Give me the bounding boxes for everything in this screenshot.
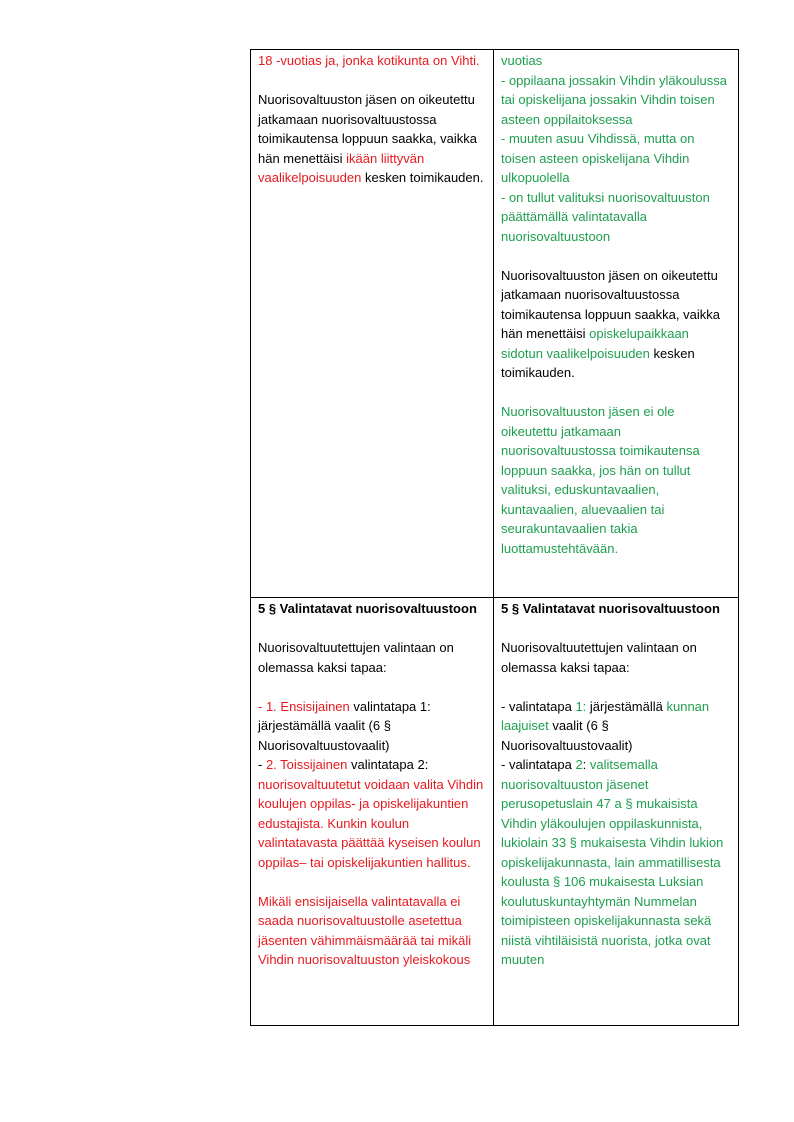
cell-current-text (251, 598, 494, 1026)
paragraph (258, 619, 487, 639)
text-run: 2 (575, 757, 583, 772)
paragraph (501, 402, 732, 558)
text-run: ikään liittyvän vaalikelpoisuuden (258, 150, 425, 185)
paragraph (501, 383, 732, 403)
text-run: valintatapa 2: (347, 757, 429, 772)
text-run: - (258, 757, 266, 772)
text-run: 2. Toissijainen (265, 757, 348, 772)
paragraph (258, 697, 487, 756)
text-run: Nuorisovaltuutettujen valintaan on olemassa kaksi tapaa: (258, 640, 454, 675)
paragraph (501, 266, 732, 383)
text-run: Nuorisovaltuutettujen valintaan on olemassa kaksi tapaa: (501, 640, 697, 675)
paragraph (258, 677, 487, 697)
text-run: vuotias (501, 53, 543, 68)
paragraph (501, 638, 732, 677)
paragraph (501, 188, 732, 247)
cell-current-text (251, 50, 494, 598)
text-run: kunnan laajuiset (501, 698, 710, 733)
text-run: 18 -vuotias ja, jonka kotikunta on Vihti. (258, 53, 480, 68)
text-run: - muuten asuu Vihdissä, mutta on toisen asteen opiskelijana Vihdin ulkopuolella (501, 131, 695, 185)
text-run: 5 § Valintatavat nuorisovaltuustoon (501, 601, 720, 616)
cell-proposed-text (494, 598, 739, 1026)
text-run: kesken toimikauden. (501, 345, 695, 380)
paragraph (258, 90, 487, 188)
text-run: Mikäli ensisijaisella valintatavalla ei saada nuorisovaltuustolle asetettua jäsenten vähimmäismäärää tai mikäli Vihdin nuorisovaltuuston yleiskokous (258, 893, 472, 967)
text-run: Nuorisovaltuuston jäsen on oikeutettu jatkamaan nuorisovaltuustossa toimikautensa loppuun saakka, vaikka hän menettäisi (501, 267, 720, 341)
text-run: vaalit (6 § Nuorisovaltuustovaalit) (501, 718, 633, 753)
text-run: Nuorisovaltuuston jäsen ei ole oikeutettu jatkamaan nuorisovaltuustossa toimikautensa loppuun saakka, jos hän on tullut valituksi, eduskuntavaalien, kuntavaalien, aluevaalien tai seurakuntavaalien takia luottamustehtävään. (501, 404, 700, 556)
paragraph (501, 71, 732, 130)
text-run: Nuorisovaltuuston jäsen on oikeutettu jatkamaan nuorisovaltuustossa toimikautensa loppuun saakka, vaikka hän menettäisi (258, 92, 477, 166)
text-run: : (582, 757, 590, 772)
paragraph (501, 755, 732, 970)
text-run: - on tullut valituksi nuorisovaltuuston päättämällä valintatavalla nuorisovaltuustoon (501, 189, 710, 244)
paragraph (258, 599, 487, 619)
paragraph (501, 697, 732, 756)
paragraph (501, 677, 732, 697)
text-run: nuorisovaltuutetut voidaan valita Vihdin koulujen oppilas- ja opiskelijakuntien edustajista. Kunkin koulun valintatavasta päättää kyseisen koulun oppilas– tai opiskelijakuntien hallitus. (258, 776, 484, 870)
paragraph (501, 129, 732, 188)
paragraph (258, 51, 487, 71)
paragraph (258, 638, 487, 677)
paragraph (501, 599, 732, 619)
text-run: valintatapa 1: järjestämällä vaalit (6 § Nuorisovaltuustovaalit) (258, 698, 431, 753)
text-run: 5 § Valintatavat nuorisovaltuustoon (258, 601, 477, 616)
text-run: opiskelupaikkaan sidotun vaalikelpoisuuden (501, 326, 689, 361)
text-run: - 1. Ensisijainen (258, 698, 350, 714)
paragraph (501, 246, 732, 266)
paragraph (258, 872, 487, 892)
text-run: 1: (575, 698, 587, 714)
table-row (251, 50, 739, 598)
paragraph (258, 71, 487, 91)
paragraph (258, 892, 487, 970)
text-run: - valintatapa (501, 698, 576, 714)
table-row (251, 598, 739, 1026)
comparison-table (250, 49, 739, 1026)
text-run: järjestämällä (586, 698, 667, 714)
text-run: - oppilaana jossakin Vihdin yläkoulussa tai opiskelijana jossakin Vihdin toisen asteen oppilaitoksessa (501, 72, 727, 127)
text-run: kesken toimikauden. (361, 170, 484, 185)
text-run: - valintatapa (501, 757, 576, 772)
cell-proposed-text (494, 50, 739, 598)
paragraph (501, 51, 732, 71)
text-run: valitsemalla nuorisovaltuuston jäsenet perusopetuslain 47 a § mukaisista Vihdin yläkoulujen oppilaskunnista, lukiolain 33 § mukaisesta Vihdin lukion opiskelijakunnasta, lain ammatillisesta koulusta § 106 mukaisesta Luksian koulutuskuntayhtymän Nummelan toimipisteen opiskelijakunnasta sekä niistä vihtiläisistä nuorista, jotka ovat muuten (501, 757, 724, 967)
paragraph (258, 755, 487, 872)
paragraph (501, 619, 732, 639)
